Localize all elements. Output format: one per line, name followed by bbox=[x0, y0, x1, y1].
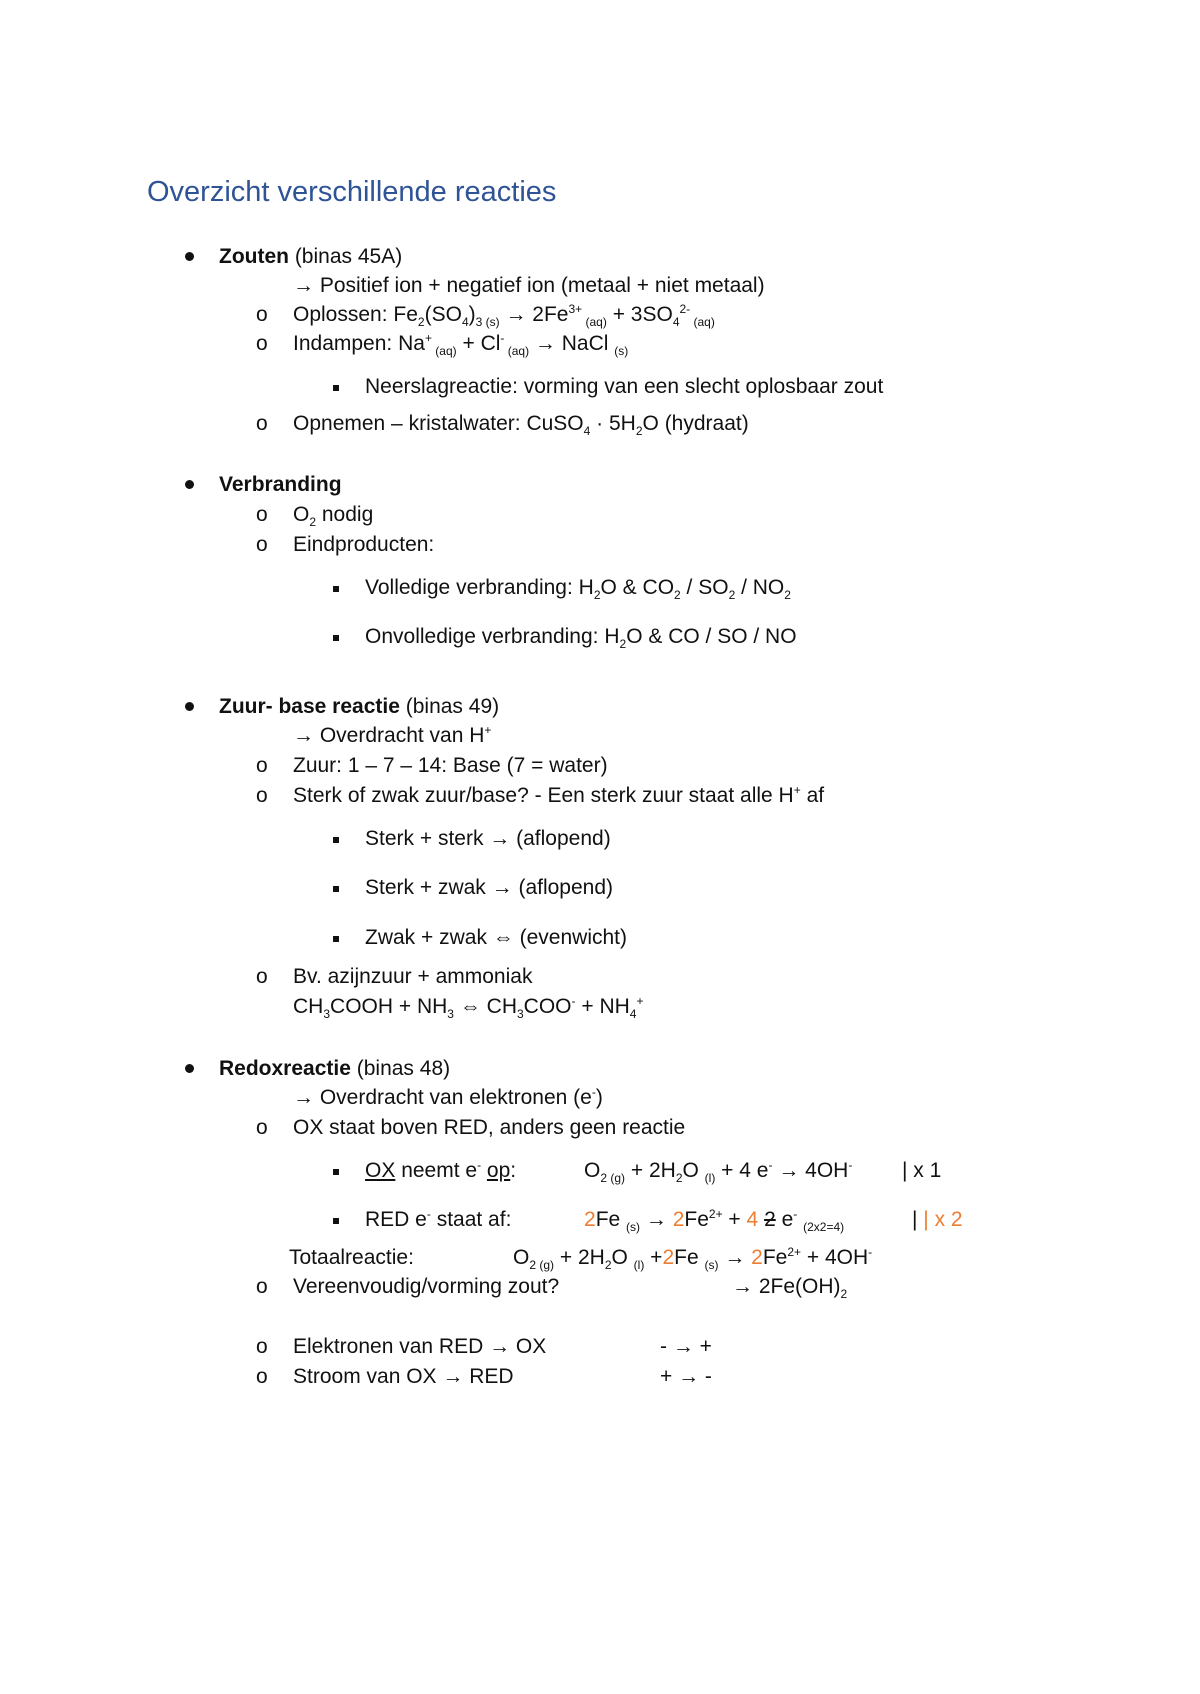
bullet-o: o bbox=[256, 332, 268, 355]
bullet-dot bbox=[185, 252, 194, 261]
bullet-dot bbox=[185, 480, 194, 489]
vereenvoudig-text: Vereenvoudig/vorming zout? bbox=[293, 1275, 560, 1298]
ph-scale-text: Zuur: 1 – 7 – 14: Base (7 = water) bbox=[293, 754, 608, 777]
bullet-o: o bbox=[256, 1365, 268, 1388]
redox-desc: → Overdracht van elektronen (e bbox=[293, 1086, 592, 1109]
bullet-o: o bbox=[256, 1116, 268, 1139]
zuurbase-desc: → Overdracht van H bbox=[293, 724, 485, 747]
red-label-end: staat af: bbox=[430, 1208, 512, 1231]
bullet-square bbox=[333, 1218, 339, 1224]
oplossen-label: Oplossen: bbox=[293, 303, 394, 326]
zouten-ref: (binas 45A) bbox=[288, 245, 403, 268]
bullet-square bbox=[333, 635, 339, 641]
ox-half-label: OX neemt e- op: bbox=[365, 1158, 517, 1182]
bullet-o: o bbox=[256, 412, 268, 435]
bullet-o: o bbox=[256, 965, 268, 988]
zuurbase-ref: (binas 49) bbox=[399, 695, 500, 718]
onvolledig-label: Onvolledige verbranding: bbox=[365, 625, 605, 648]
zouten-heading: Zouten bbox=[219, 245, 289, 268]
product-line: → $2Fe(OH)_2$ bbox=[732, 1275, 848, 1302]
onvolledig-line: Onvolledige verbranding: $H_2O$ & CO / SO / NO bbox=[365, 625, 797, 652]
bullet-o: o bbox=[256, 303, 268, 326]
factor-x2-text: | x 2 bbox=[923, 1208, 963, 1231]
o2-line: $O_2$ nodig bbox=[293, 503, 374, 530]
stroom-text: Stroom van OX → RED bbox=[293, 1365, 514, 1388]
bullet-o: o bbox=[256, 784, 268, 807]
ox-op: op bbox=[486, 1159, 511, 1182]
eindproducten-text: Eindproducten: bbox=[293, 533, 435, 556]
page-title: Overzicht verschillende reacties bbox=[147, 176, 557, 208]
redox-heading: Redoxreactie bbox=[219, 1057, 351, 1080]
bullet-o: o bbox=[256, 503, 268, 526]
sterk-zwak-end: af bbox=[800, 784, 825, 807]
opnemen-label: Opnemen – kristalwater: bbox=[293, 412, 527, 435]
redox-heading-line bbox=[219, 1056, 450, 1082]
bullet-square bbox=[333, 586, 339, 592]
bullet-o: o bbox=[256, 1275, 268, 1298]
o2-suffix: nodig bbox=[316, 503, 374, 526]
indampen-line: Indampen: Na+ $_{(aq)}$ + Cl- $_{(aq)}$ → NaCl $_{(s)}$ bbox=[293, 331, 629, 359]
redox-desc-end: ) bbox=[595, 1086, 603, 1109]
redox-desc-line: → Overdracht van elektronen (e-) bbox=[293, 1085, 603, 1109]
oplossen-line: Oplossen: $Fe_2(SO_4)_{3 (s)} \to 2Fe^{3+}$ $_{(aq)} + 3SO_4^{2-}$ $_{(aq)}$ bbox=[293, 302, 715, 330]
hydraat-text: (hydraat) bbox=[658, 412, 749, 435]
factor-x2: | | x 2 bbox=[912, 1208, 963, 1231]
neerslag-text: Neerslagreactie: vorming van een slecht oplosbaar zout bbox=[365, 375, 884, 398]
volledig-label: Volledige verbranding: bbox=[365, 576, 579, 599]
bullet-o: o bbox=[256, 533, 268, 556]
red-half-equation: 2Fe $_{(s)} \to 2Fe^{2+} + 4$ 2 e- $_{(2x2=4)}$ bbox=[584, 1207, 845, 1235]
zuurbase-heading-line bbox=[219, 694, 499, 720]
red-label: RED e bbox=[365, 1208, 427, 1231]
zuurbase-item: Zwak + zwak ⇔ (evenwicht) bbox=[365, 926, 627, 949]
bullet-dot bbox=[185, 1064, 194, 1073]
bullet-square bbox=[333, 886, 339, 892]
voorbeeld-text: Bv. azijnzuur + ammoniak bbox=[293, 965, 533, 988]
redox-ref: (binas 48) bbox=[350, 1057, 451, 1080]
elektronen-richting: - → + bbox=[660, 1335, 712, 1358]
volledig-line: Volledige verbranding: $H_2O$ & $CO_2 / SO_2 / NO_2$ bbox=[365, 576, 791, 603]
sterk-zwak-line: Sterk of zwak zuur/base? - Een sterk zuur staat alle H+ af bbox=[293, 783, 825, 807]
factor-x1: | x 1 bbox=[902, 1159, 942, 1182]
verbranding-heading: Verbranding bbox=[219, 473, 342, 496]
zuurbase-item: Sterk + sterk → (aflopend) bbox=[365, 827, 611, 850]
stroom-richting: + → - bbox=[660, 1365, 712, 1388]
bullet-square bbox=[333, 837, 339, 843]
elektronen-text: Elektronen van RED → OX bbox=[293, 1335, 547, 1358]
ox-half-equation: $O_{2 (g)} + 2H_2O$ $_{(l)}$ + 4 e- → 4OH- bbox=[584, 1158, 853, 1186]
ox-label: neemt e bbox=[401, 1159, 478, 1182]
zuurbase-item: Sterk + zwak → (aflopend) bbox=[365, 876, 614, 899]
zouten-heading-line bbox=[219, 244, 402, 270]
ox-red-text: OX staat boven RED, anders geen reactie bbox=[293, 1116, 686, 1139]
azijnzuur-equation: $CH_3COOH + NH_3$ ⇔ $CH_3COO^- + NH_4^+$ bbox=[293, 994, 644, 1022]
bullet-square bbox=[333, 936, 339, 942]
totaal-equation: $O_{2 (g)} + 2H_2O$ $_{(l)}$ +2Fe $_{(s)} \to 2Fe^{2+} + 4OH^-$ bbox=[513, 1245, 873, 1273]
bullet-dot bbox=[185, 702, 194, 711]
red-half-label: RED e- staat af: bbox=[365, 1207, 512, 1231]
bullet-square bbox=[333, 385, 339, 391]
zouten-desc: → Positief ion + negatief ion (metaal + niet metaal) bbox=[293, 274, 765, 297]
bullet-o: o bbox=[256, 754, 268, 777]
indampen-label: Indampen: bbox=[293, 332, 399, 355]
product-text: → 2Fe(OH) bbox=[732, 1275, 841, 1298]
bullet-square bbox=[333, 1169, 339, 1175]
zuurbase-desc-line: → Overdracht van H+ bbox=[293, 723, 492, 747]
totaal-label: Totaalreactie: bbox=[289, 1246, 414, 1269]
bullet-o: o bbox=[256, 1335, 268, 1358]
sterk-zwak-text: Sterk of zwak zuur/base? - Een sterk zuur staat alle H bbox=[293, 784, 794, 807]
opnemen-line: Opnemen – kristalwater: CuSO$_4$ · $5H_2O$ (hydraat) bbox=[293, 412, 749, 439]
zuurbase-heading: Zuur- base reactie bbox=[219, 695, 400, 718]
